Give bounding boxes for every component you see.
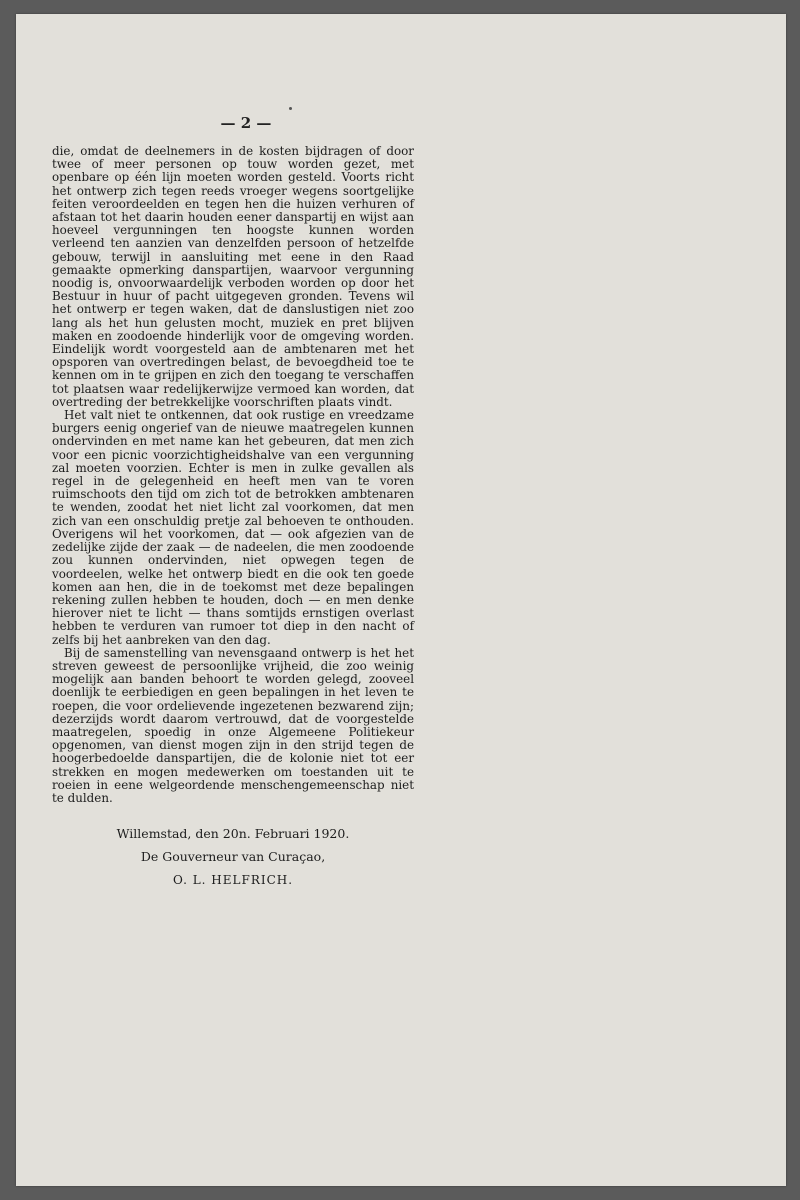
ink-dot [289,107,292,110]
page-number: — 2 — [220,114,272,132]
paragraph-2: Het valt niet te ontkennen, dat ook rustige en vreedzame burgers eenig ongerief van de nieuwe maatregelen kunnen ondervinden en met name kan het gebeuren, dat men zich voor een picnic voorzichtigheidshalve van een vergunning zal moeten voorzien. Echter is men in zulke gevallen als regel in de gelegenheid en heeft men van te voren ruimschoots den tijd om zich tot de betrokken ambtenaren te wenden, zoodat het niet licht zal voorkomen, dat men zich van een onschuldig pretje zal behoeven te onthouden. Overigens wil het voorkomen, dat — ook afgezien van de zedelijke zijde der zaak — de nadeelen, die men zoodoende zou kunnen ondervinden, niet opwegen tegen de voordeelen, welke het ontwerp biedt en die ook ten goede komen aan hen, die in de toekomst met deze bepalingen rekening zullen hebben te houden, doch — en men denke hierover niet te licht — thans somtijds ernstigen overlast hebben te verduren van rumoer tot diep in den nacht of zelfs bij het aanbreken van den dag. [52,408,414,647]
signature-place-date: Willemstad, den 20n. Februari 1920. [116,826,350,842]
signature-name: O. L. HELFRICH. [172,872,294,887]
text-column [52,145,414,887]
paragraph-1: die, omdat de deelnemers in de kosten bijdragen of door twee of meer personen op touw worden gezet, met openbare op één lijn moeten worden gesteld. Voorts richt het ontwerp zich tegen reeds vroeger wegens soortgelijke feiten veroordeelden en tegen hen die huizen verhuren of afstaan tot het daarin houden eener danspartij en wijst aan hoeveel vergunningen ten hoogste kunnen worden verleend ten aanzien van denzelfden persoon of hetzelfde gebouw, terwijl in aansluiting met eene in den Raad gemaakte opmerking danspartijen, waarvoor vergunning noodig is, onvoorwaardelijk verboden worden op door het Bestuur in huur of pacht uitgegeven gronden. Tevens wil het ontwerp er tegen waken, dat de danslustigen niet zoo lang als het hun gelusten mocht, muziek en pret blijven maken en zoodoende hinderlijk voor de omgeving worden. Eindelijk wordt voorgesteld aan de ambtenaren met het opsporen van overtredingen belast, de bevoegdheid toe te kennen om in te grijpen en zich den toegang te verschaffen tot plaatsen waar redelijkerwijze vermoed kan worden, dat overtreding der betrekkelijke voorschriften plaats vindt. [52,144,414,409]
signature-role: De Gouverneur van Curaçao, [140,849,326,865]
paragraph-3: Bij de samenstelling van nevensgaand ontwerp is het het streven geweest de persoonlijke vrijheid, die zoo weinig mogelijk aan banden behoort te worden gelegd, zooveel doenlijk te eerbiedigen en geen bepalingen in het leven te roepen, die voor ordelievende ingezetenen bezwarend zijn; dezerzijds wordt daarom vertrouwd, dat de voorgestelde maatregelen, spoedig in onze Algemeene Politiekeur opgenomen, van dienst mogen zijn in den strijd tegen de hoogerbedoelde danspartijen, die de kolonie niet tot eer strekken en mogen medewerken om toestanden uit te roeien in eene welgeordende menschengemeenschap niet te dulden. [52,645,414,805]
document-page [16,14,786,1186]
